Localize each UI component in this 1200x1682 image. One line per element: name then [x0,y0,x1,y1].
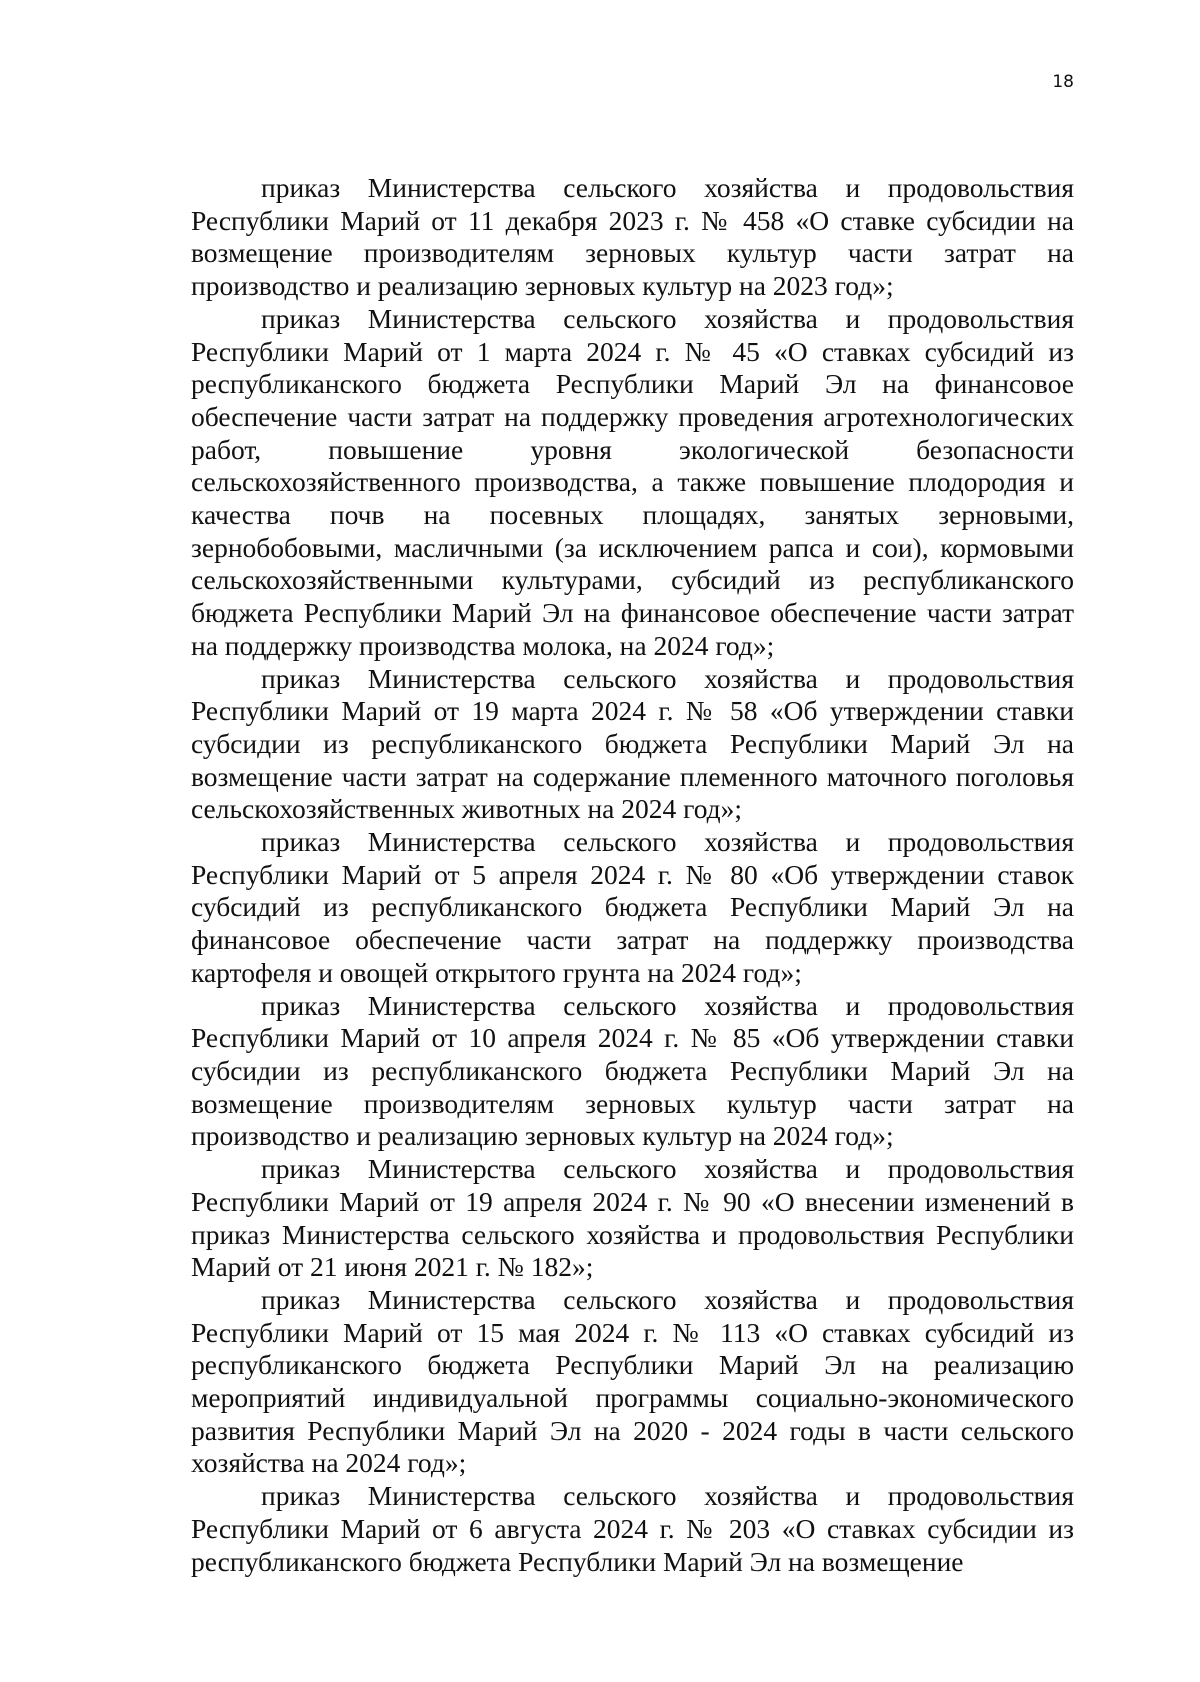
paragraph-4: приказ Министерства сельского хозяйства и продовольствия Республики Марий от 5 апреля 2024 г. № 80 «Об утверждении ставок субсидий из республиканского бюджета Республики Марий Эл на финансовое обеспечение части затрат на поддержку производства картофеля и овощей открытого грунта на 2024 год»; [191,826,1074,988]
paragraph-8: приказ Министерства сельского хозяйства и продовольствия Республики Марий от 6 августа 2024 г. № 203 «О ставках субсидии из республиканского бюджета Республики Марий Эл на возмещение [191,1480,1074,1577]
paragraph-7: приказ Министерства сельского хозяйства и продовольствия Республики Марий от 15 мая 2024 г. № 113 «О ставках субсидий из республиканского бюджета Республики Марий Эл на реализацию мероприятий индивидуальной программы социально-экономического развития Республики Марий Эл на 2020 - 2024 годы в части сельского хозяйства на 2024 год»; [191,1283,1074,1479]
paragraph-6: приказ Министерства сельского хозяйства и продовольствия Республики Марий от 19 апреля 2024 г. № 90 «О внесении изменений в приказ Министерства сельского хозяйства и продовольствия Республики Марий от 21 июня 2021 г. № 182»; [191,1153,1074,1283]
paragraph-1: приказ Министерства сельского хозяйства и продовольствия Республики Марий от 11 декабря 2023 г. № 458 «О ставке субсидии на возмещение производителям зерновых культур части затрат на производство и реализацию зерновых культур на 2023 год»; [191,172,1074,302]
paragraph-3: приказ Министерства сельского хозяйства и продовольствия Республики Марий от 19 марта 2024 г. № 58 «Об утверждении ставки субсидии из республиканского бюджета Республики Марий Эл на возмещение части затрат на содержание племенного маточного поголовья сельскохозяйственных животных на 2024 год»; [191,662,1074,825]
page-number: 18 [1052,72,1074,92]
paragraph-2: приказ Министерства сельского хозяйства и продовольствия Республики Марий от 1 марта 2024 г. № 45 «О ставках субсидий из республиканского бюджета Республики Марий Эл на финансовое обеспечение части затрат на поддержку проведения агротехнологических работ, повышение уровня экологической безопасности сельскохозяйственного производства, а также повышение плодородия и качества почв на посевных площадях, занятых зерновыми, зернобобовыми, масличными (за исключением рапса и сои), кормовыми сельскохозяйственными культурами, субсидий из республиканского бюджета Республики Марий Эл на финансовое обеспечение части затрат на поддержку производства молока, на 2024 год»; [191,302,1074,661]
document-body [191,172,1074,1578]
paragraph-5: приказ Министерства сельского хозяйства и продовольствия Республики Марий от 10 апреля 2024 г. № 85 «Об утверждении ставки субсидии из республиканского бюджета Республики Марий Эл на возмещение производителям зерновых культур части затрат на производство и реализацию зерновых культур на 2024 год»; [191,989,1074,1152]
